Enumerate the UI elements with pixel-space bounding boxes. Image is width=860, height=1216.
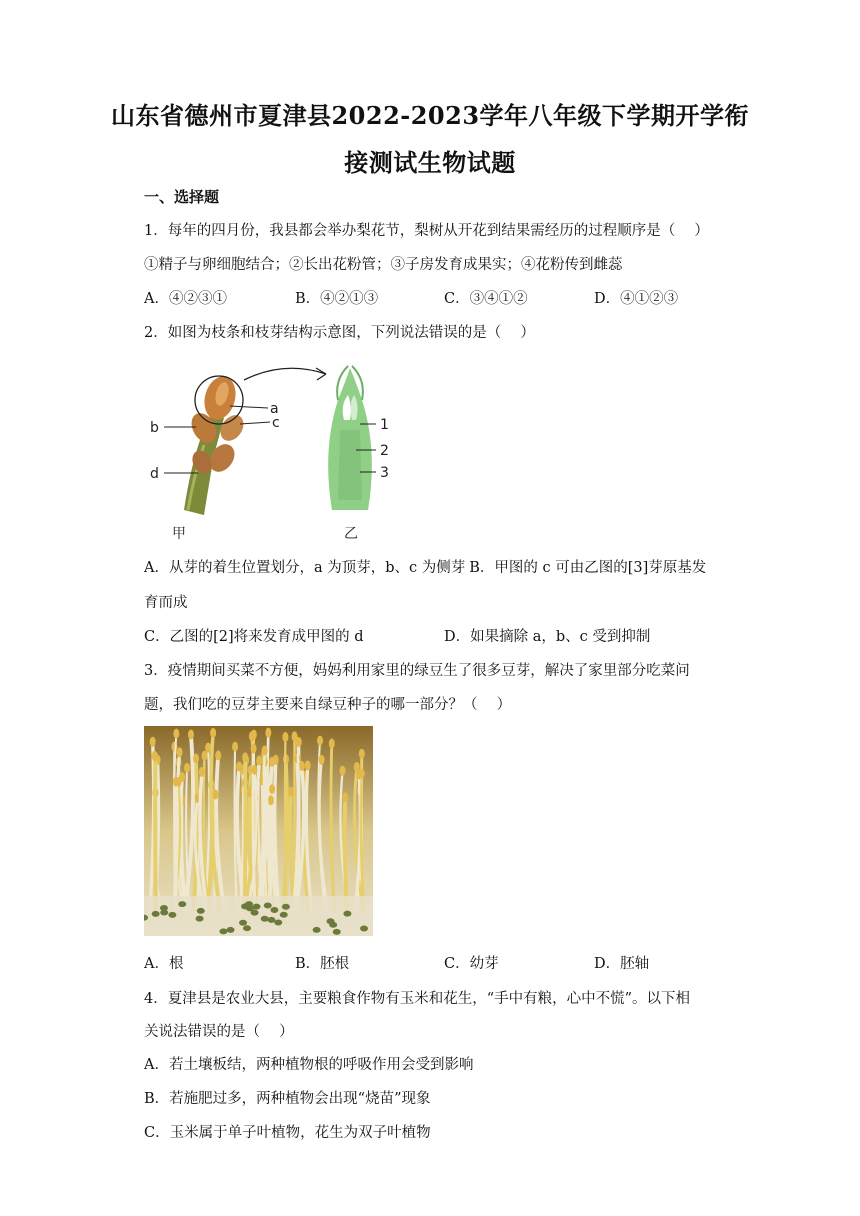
mung-bean [327,918,335,924]
mung-bean [160,910,168,916]
mung-bean [178,901,186,907]
sprout-head [282,732,288,742]
mung-bean [239,920,247,926]
sprout-head [319,755,325,765]
mung-bean [168,912,176,918]
q2-option-a-text: A．从芽的着生位置划分，a 为顶芽，b、c 为侧芽 [144,560,466,576]
q3-stem-line-1: 3．疫情期间买菜不方便，妈妈利用家里的绿豆生了很多豆芽，解决了家里部分吃菜问 [144,663,690,679]
sprout-head [340,766,346,776]
sprout-head [173,777,179,787]
q4-stem-line-2: 关说法错误的是（ ） [144,1024,294,1040]
label-d: d [150,466,159,482]
mung-bean [253,904,261,910]
section-heading: 一、选择题 [144,188,220,206]
q4-stem-line-1: 4．夏津县是农业大县，主要粮食作物有玉米和花生，“手中有粮，心中不慌”。以下相 [144,991,691,1007]
mung-bean [261,916,269,922]
q2-option-c: C．乙图的[2]将来发育成甲图的 d [144,629,364,645]
sprout-head [249,731,255,741]
q4-option-c: C．玉米属于单子叶植物，花生为双子叶植物 [144,1125,431,1141]
sprout-head [262,746,268,756]
mung-bean [197,908,205,914]
label-1: 1 [380,417,389,433]
q2-stem: 2．如图为枝条和枝芽结构示意图，下列说法错误的是（ ） [144,325,535,341]
sprout-head [199,767,205,777]
mung-bean [264,902,272,908]
sprout-head [305,760,311,770]
label-3: 3 [380,465,389,481]
branch-diagram [150,373,280,542]
sprout-head [150,737,156,747]
caption-jia: 甲 [172,526,186,542]
mung-bean [282,904,290,910]
mung-bean [227,927,235,933]
q3-stem-line-2: 题，我们吃的豆芽主要来自绿豆种子的哪一部分？（ ） [144,697,512,713]
q3-option-d: D．胚轴 [594,956,650,972]
mung-bean [152,911,160,917]
caption-yi: 乙 [344,526,358,542]
sprout-head [295,737,301,747]
sprout-head [232,742,238,752]
page-title-line-1: 山东省德州市夏津县2022-2023学年八年级下学期开学衔 [110,101,750,130]
sprout-head [215,751,221,761]
sprout-head [152,752,158,762]
q2-option-d: D．如果摘除 a，b、c 受到抑制 [444,629,651,645]
sprout-head [184,763,190,773]
label-a: a [270,401,279,417]
q2-option-a [144,556,706,577]
sprout-head [317,736,323,746]
sprout-head [269,784,275,794]
sprout-head [268,795,274,805]
q4-option-b: B．若施肥过多，两种植物会出现“烧苗”现象 [144,1091,431,1107]
mung-bean [243,925,251,931]
sprout-head [342,792,348,802]
q3-option-b: B．胚根 [295,956,350,972]
sprout-head [256,756,262,766]
mung-bean [270,907,278,913]
mung-bean [267,917,275,923]
mung-bean [333,929,341,935]
arrow-icon [244,368,326,380]
mung-bean [245,901,253,907]
sprout-head [329,738,335,748]
sprout-head [265,728,271,738]
sprout-head [299,761,305,771]
label-c: c [272,415,280,431]
q3-option-c: C．幼芽 [444,956,499,972]
sprout-head [269,757,275,767]
sprout-head [210,728,216,738]
mung-bean [280,912,288,918]
q3-option-a: A．根 [144,956,184,972]
sprout-head [251,744,257,754]
sprout-head [359,749,365,759]
sprout-head [193,754,199,764]
sprout-head [359,769,365,779]
q1-option-c: C．③④①② [444,291,528,307]
q2-option-b-cont: 育而成 [144,595,188,611]
sprout-stem [155,757,156,911]
sprout-head [242,752,248,762]
label-b: b [150,420,159,436]
label-2: 2 [380,443,389,459]
branch-bud-figure [144,360,434,545]
sprout-head [202,751,208,761]
sprout-head [177,747,183,757]
mung-bean [219,928,227,934]
sprout-stem [175,782,177,911]
sprout-stem [345,797,347,911]
bud-section-diagram [328,366,389,542]
sprout-head [288,787,294,797]
mung-bean [343,911,351,917]
sprout-head [173,729,179,739]
mung-bean [313,927,321,933]
sprout-head [251,765,257,775]
q1-steps: ①精子与卵细胞结合；②长出花粉管；③子房发育成果实；④花粉传到雌蕊 [144,257,623,273]
sprout-stem [245,757,246,911]
sprout-head [205,743,211,753]
bean-sprouts-photo [144,726,373,936]
q4-option-a: A．若土壤板结，两种植物根的呼吸作用会受到影响 [144,1057,474,1073]
q1-option-d: D．④①②③ [594,291,679,307]
q1-stem: 1．每年的四月份，我县都会举办梨花节，梨树从开花到结果需经历的过程顺序是（ ） [144,223,709,239]
sprout-head [188,730,194,740]
q1-option-a: A．④②③① [144,291,227,307]
mung-bean [360,925,368,931]
q2-option-b-text: B．甲图的 c 可由乙图的[3]芽原基发 [469,560,707,576]
mung-bean [196,916,204,922]
mung-bean [274,920,282,926]
sprout-head [212,790,218,800]
mung-bean [251,910,259,916]
page-title-line-2: 接测试生物试题 [344,148,516,177]
q1-option-b: B．④②①③ [295,291,379,307]
